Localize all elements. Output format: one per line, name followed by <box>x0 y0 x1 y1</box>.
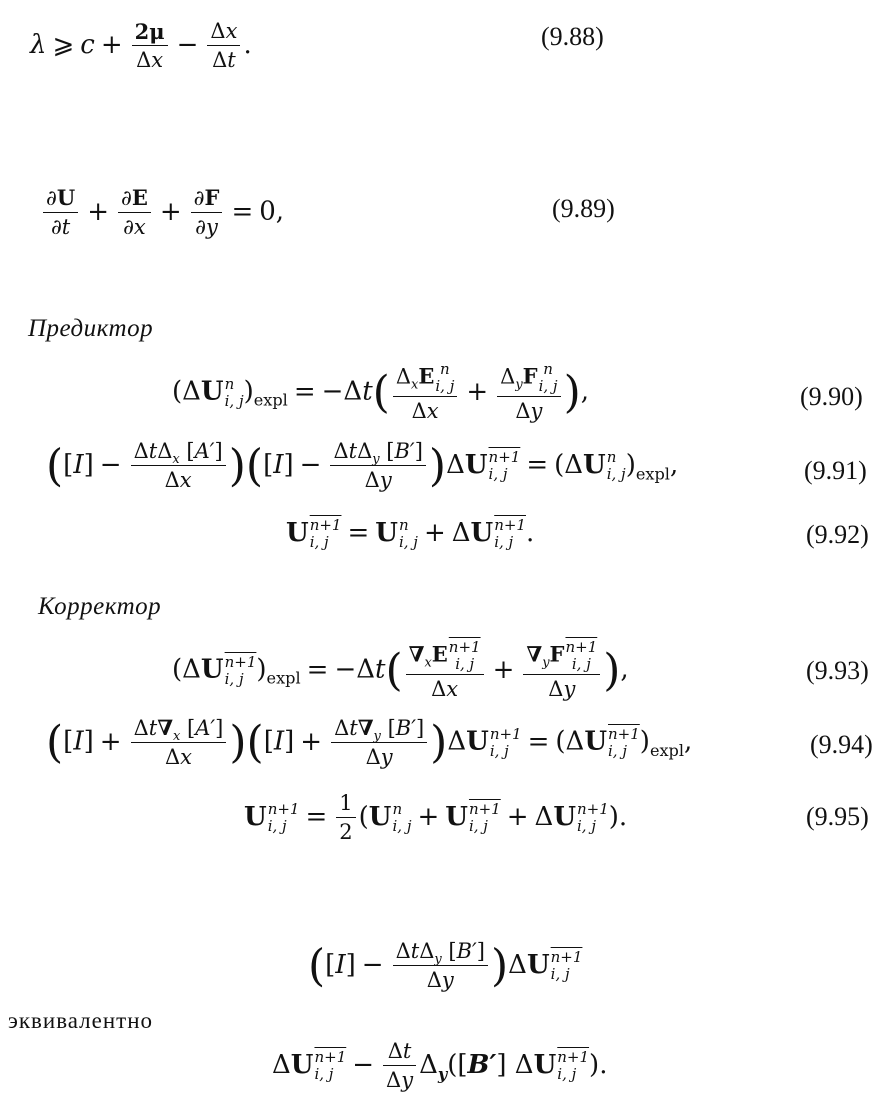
corrector-label: Корректор <box>38 593 162 620</box>
equation-number: (9.88) <box>541 22 604 51</box>
equation-number: (9.95) <box>806 802 869 831</box>
equation-number: (9.94) <box>810 730 873 759</box>
equation-number: (9.93) <box>806 656 869 685</box>
equation-number: (9.89) <box>552 194 615 223</box>
equation-number: (9.92) <box>806 520 869 549</box>
equation-number: (9.91) <box>804 456 867 485</box>
equation-number: (9.90) <box>800 382 863 411</box>
equivalent-label: эквивалентно <box>8 1008 154 1033</box>
predictor-label: Предиктор <box>28 315 154 342</box>
